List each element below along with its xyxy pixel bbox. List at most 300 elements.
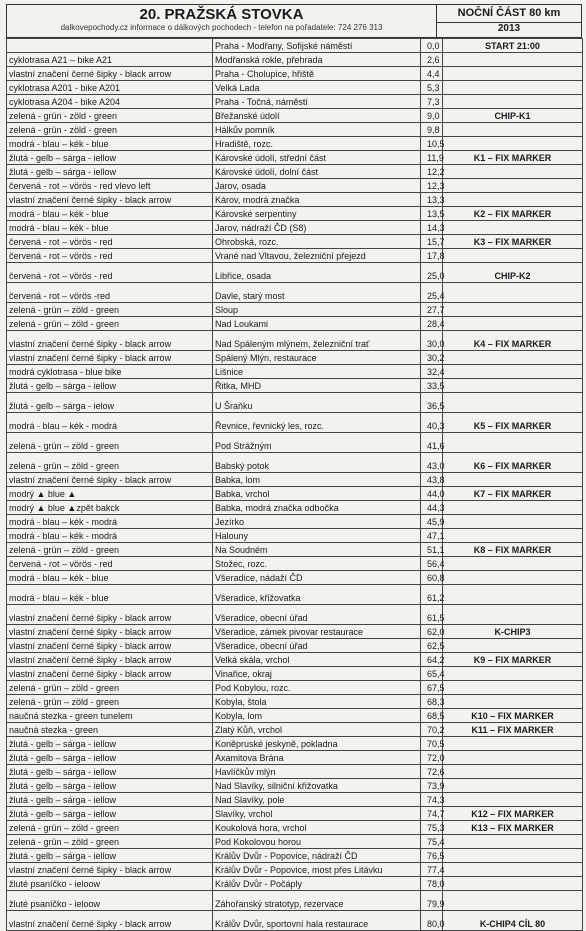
- table-row: [7, 571, 583, 585]
- table-row: [7, 109, 583, 123]
- km-cell: 40,3: [421, 413, 443, 433]
- place-cell: Károvské serpentiny: [213, 207, 421, 221]
- km-cell: 75,4: [421, 835, 443, 849]
- route-cell: modrý ▲ blue ▲: [7, 487, 213, 501]
- table-row: [7, 303, 583, 317]
- place-cell: Praha - Cholupice, hřiště: [213, 67, 421, 81]
- km-cell: 15,7: [421, 235, 443, 249]
- route-cell: žlutá - gelb – sárga - iellow: [7, 151, 213, 165]
- route-sheet: [6, 4, 582, 929]
- place-cell: Všeradice, křižovatka: [213, 585, 421, 605]
- table-row: [7, 331, 583, 351]
- route-cell: zelená - grün – zöld - green: [7, 433, 213, 453]
- route-cell: žlutá - gelb – sárga - ielow: [7, 393, 213, 413]
- place-cell: Vinařice, okraj: [213, 667, 421, 681]
- note-cell: K11 – FIX MARKER: [443, 723, 583, 737]
- note-cell: [443, 751, 583, 765]
- route-cell: vlastní značení černé šipky - black arrow: [7, 625, 213, 639]
- year-label: 2013: [497, 23, 521, 34]
- table-row: [7, 487, 583, 501]
- note-cell: [443, 221, 583, 235]
- km-cell: 25,4: [421, 283, 443, 303]
- table-row: [7, 81, 583, 95]
- table-row: [7, 453, 583, 473]
- note-cell: K-CHIP3: [443, 625, 583, 639]
- route-cell: žlutá - gelb – sárga - iellow: [7, 737, 213, 751]
- table-row: [7, 165, 583, 179]
- table-row: [7, 849, 583, 863]
- place-cell: Vrané nad Vltavou, železniční přejezd: [213, 249, 421, 263]
- place-cell: Velká Lada: [213, 81, 421, 95]
- note-cell: [443, 605, 583, 625]
- route-cell: zelená - grün - zöld - green: [7, 109, 213, 123]
- route-cell: cyklotrasa A204 - bike A204: [7, 95, 213, 109]
- place-cell: Nad Slavíky, silniční křižovatka: [213, 779, 421, 793]
- table-row: [7, 695, 583, 709]
- place-cell: Slavíky, vrchol: [213, 807, 421, 821]
- note-cell: K10 – FIX MARKER: [443, 709, 583, 723]
- note-cell: CHIP-K2: [443, 263, 583, 283]
- km-cell: 9,8: [421, 123, 443, 137]
- route-cell: žlutá - gelb – sárga - iellow: [7, 793, 213, 807]
- table-row: [7, 193, 583, 207]
- note-cell: [443, 351, 583, 365]
- note-cell: CHIP-K1: [443, 109, 583, 123]
- km-cell: 78,0: [421, 877, 443, 891]
- route-cell: zelená - grün – zöld - green: [7, 835, 213, 849]
- note-cell: [443, 365, 583, 379]
- route-cell: cyklotrasa A201 - bike A201: [7, 81, 213, 95]
- note-cell: [443, 639, 583, 653]
- route-cell: modrá - blau – kék - blue: [7, 137, 213, 151]
- route-cell: vlastní značení černé šipky - black arrow: [7, 863, 213, 877]
- km-cell: 13,3: [421, 193, 443, 207]
- route-cell: červená - rot – vörös -red: [7, 283, 213, 303]
- note-cell: K3 – FIX MARKER: [443, 235, 583, 249]
- km-cell: 10,5: [421, 137, 443, 151]
- km-cell: 43,8: [421, 473, 443, 487]
- note-cell: [443, 81, 583, 95]
- place-cell: Králův Dvůr - Popovice, nádraží ČD: [213, 849, 421, 863]
- km-cell: 79,9: [421, 891, 443, 911]
- route-cell: žlutá - gelb – sárga - iellow: [7, 765, 213, 779]
- route-table: [6, 38, 583, 931]
- route-cell: modrý ▲ blue ▲zpět bakck: [7, 501, 213, 515]
- table-row: [7, 393, 583, 413]
- route-cell: vlastní značení černé šipky - black arrow: [7, 67, 213, 81]
- route-cell: modrá - blau – kék - blue: [7, 585, 213, 605]
- place-cell: Libřice, osada: [213, 263, 421, 283]
- km-cell: 9,0: [421, 109, 443, 123]
- place-cell: Modřanská rokle, přehrada: [213, 53, 421, 67]
- km-cell: 68,3: [421, 695, 443, 709]
- table-row: [7, 413, 583, 433]
- note-cell: START 21:00: [443, 39, 583, 53]
- note-cell: K-CHIP4 CÍL 80: [443, 911, 583, 931]
- route-cell: žlutá - gelb – sárga - iellow: [7, 379, 213, 393]
- table-row: [7, 625, 583, 639]
- place-cell: U Šraňku: [213, 393, 421, 413]
- km-cell: 0,0: [421, 39, 443, 53]
- km-cell: 51,1: [421, 543, 443, 557]
- km-cell: 11,9: [421, 151, 443, 165]
- km-cell: 70,2: [421, 723, 443, 737]
- note-cell: [443, 95, 583, 109]
- km-cell: 4,4: [421, 67, 443, 81]
- place-cell: Nad Slavíky, pole: [213, 793, 421, 807]
- km-cell: 27,7: [421, 303, 443, 317]
- table-row: [7, 543, 583, 557]
- table-row: [7, 835, 583, 849]
- table-row: [7, 529, 583, 543]
- place-cell: Králův Dvůr, sportovní hala restaurace: [213, 911, 421, 931]
- note-cell: [443, 137, 583, 151]
- table-row: [7, 765, 583, 779]
- note-cell: K13 – FIX MARKER: [443, 821, 583, 835]
- note-cell: [443, 123, 583, 137]
- sheet-header: [6, 4, 582, 38]
- route-cell: červená - rot – vörös - red: [7, 249, 213, 263]
- km-cell: 72,6: [421, 765, 443, 779]
- place-cell: Babka, modrá značka odbočka: [213, 501, 421, 515]
- km-cell: 30,0: [421, 331, 443, 351]
- route-cell: modrá - blau – kék - modrá: [7, 529, 213, 543]
- route-cell: zelená - grün – zöld - green: [7, 543, 213, 557]
- section-block: [437, 5, 581, 37]
- note-cell: K5 – FIX MARKER: [443, 413, 583, 433]
- note-cell: K4 – FIX MARKER: [443, 331, 583, 351]
- km-cell: 47,1: [421, 529, 443, 543]
- route-cell: zelená - grün – zöld - green: [7, 821, 213, 835]
- km-cell: 5,3: [421, 81, 443, 95]
- place-cell: Pod Kokolovou horou: [213, 835, 421, 849]
- place-cell: Ohrobská, rozc.: [213, 235, 421, 249]
- table-row: [7, 863, 583, 877]
- route-cell: žluté psaníčko - ieloow: [7, 891, 213, 911]
- km-cell: 25,0: [421, 263, 443, 283]
- place-cell: Jarov, osada: [213, 179, 421, 193]
- note-cell: [443, 67, 583, 81]
- place-cell: Havlíčkův mlýn: [213, 765, 421, 779]
- km-cell: 45,9: [421, 515, 443, 529]
- note-cell: [443, 737, 583, 751]
- table-row: [7, 793, 583, 807]
- table-row: [7, 379, 583, 393]
- place-cell: Praha - Točná, náměstí: [213, 95, 421, 109]
- note-cell: [443, 681, 583, 695]
- note-cell: K1 – FIX MARKER: [443, 151, 583, 165]
- place-cell: Stožec, rozc.: [213, 557, 421, 571]
- note-cell: [443, 193, 583, 207]
- table-row: [7, 751, 583, 765]
- table-row: [7, 605, 583, 625]
- km-cell: 33,5: [421, 379, 443, 393]
- route-cell: žlutá - gelb – sárga - iellow: [7, 751, 213, 765]
- route-cell: modrá - blau – kék - blue: [7, 207, 213, 221]
- place-cell: Halouny: [213, 529, 421, 543]
- table-row: [7, 207, 583, 221]
- table-row: [7, 137, 583, 151]
- note-cell: [443, 877, 583, 891]
- km-cell: 60,8: [421, 571, 443, 585]
- km-cell: 72,0: [421, 751, 443, 765]
- route-cell: zelená - grün – zöld - green: [7, 453, 213, 473]
- km-cell: 14,3: [421, 221, 443, 235]
- note-cell: [443, 571, 583, 585]
- route-cell: naučná stezka - green: [7, 723, 213, 737]
- page-title: 20. PRAŽSKÁ STOVKA: [139, 6, 304, 23]
- place-cell: Koněpruské jeskyně, pokladna: [213, 737, 421, 751]
- route-cell: vlastní značení černé šipky - black arrow: [7, 351, 213, 365]
- route-cell: žlutá - gelb – sárga - iellow: [7, 165, 213, 179]
- note-cell: [443, 529, 583, 543]
- place-cell: Záhořanský stratotyp, rezervace: [213, 891, 421, 911]
- table-row: [7, 67, 583, 81]
- route-cell: vlastní značení černé šipky - black arrow: [7, 653, 213, 667]
- route-cell: modrá - blau – kék - blue: [7, 571, 213, 585]
- route-cell: vlastní značení černé šipky - black arrow: [7, 605, 213, 625]
- route-cell: zelená - grün – zöld - green: [7, 317, 213, 331]
- km-cell: 32,4: [421, 365, 443, 379]
- table-row: [7, 179, 583, 193]
- route-cell: vlastní značení černé šipky - black arrow: [7, 667, 213, 681]
- note-cell: [443, 779, 583, 793]
- route-cell: modrá - blau – kék - modrá: [7, 515, 213, 529]
- place-cell: Břežanské údolí: [213, 109, 421, 123]
- place-cell: Všeradice, obecní úřad: [213, 639, 421, 653]
- place-cell: Králův Dvůr - Počáply: [213, 877, 421, 891]
- note-cell: [443, 473, 583, 487]
- place-cell: Babka, vrchol: [213, 487, 421, 501]
- note-cell: K7 – FIX MARKER: [443, 487, 583, 501]
- note-cell: [443, 501, 583, 515]
- place-cell: Károvské údolí, střední část: [213, 151, 421, 165]
- table-row: [7, 585, 583, 605]
- route-cell: červená - rot – vörös - red: [7, 557, 213, 571]
- table-row: [7, 351, 583, 365]
- route-cell: červená - rot – vörös - red: [7, 235, 213, 249]
- place-cell: Velká skála, vrchol: [213, 653, 421, 667]
- route-cell: [7, 39, 213, 53]
- place-cell: Všeradice, obecní úřad: [213, 605, 421, 625]
- table-row: [7, 473, 583, 487]
- km-cell: 80,0: [421, 911, 443, 931]
- route-cell: vlastní značení černé šipky - black arrow: [7, 193, 213, 207]
- table-row: [7, 709, 583, 723]
- km-cell: 43,0: [421, 453, 443, 473]
- place-cell: Sloup: [213, 303, 421, 317]
- route-table-body: [7, 39, 583, 931]
- table-row: [7, 779, 583, 793]
- table-row: [7, 501, 583, 515]
- page-subtitle: dalkovepochody.cz informace o dálkových pochodech - telefon na pořadatele: 724 276 313: [60, 23, 383, 32]
- note-cell: [443, 393, 583, 413]
- km-cell: 17,8: [421, 249, 443, 263]
- table-row: [7, 433, 583, 453]
- place-cell: Kobyla, štola: [213, 695, 421, 709]
- note-cell: [443, 695, 583, 709]
- route-cell: naučná stezka - green tunelem: [7, 709, 213, 723]
- note-cell: [443, 165, 583, 179]
- section-title: NOČNÍ ČÁST 80 km: [437, 5, 581, 23]
- note-cell: [443, 317, 583, 331]
- km-cell: 12,2: [421, 165, 443, 179]
- note-cell: [443, 283, 583, 303]
- note-cell: K9 – FIX MARKER: [443, 653, 583, 667]
- place-cell: Kobyla, lom: [213, 709, 421, 723]
- place-cell: Praha - Modřany, Sofijské náměstí: [213, 39, 421, 53]
- route-cell: vlastní značení černé šipky - black arrow: [7, 639, 213, 653]
- place-cell: Babka, lom: [213, 473, 421, 487]
- place-cell: Károvské údolí, dolní část: [213, 165, 421, 179]
- table-row: [7, 737, 583, 751]
- place-cell: Jarov, nádraží ČD (S8): [213, 221, 421, 235]
- km-cell: 74,3: [421, 793, 443, 807]
- km-cell: 36,5: [421, 393, 443, 413]
- note-cell: [443, 179, 583, 193]
- place-cell: Axamitova Brána: [213, 751, 421, 765]
- table-row: [7, 249, 583, 263]
- km-cell: 64,2: [421, 653, 443, 667]
- km-cell: 12,3: [421, 179, 443, 193]
- place-cell: Babský potok: [213, 453, 421, 473]
- note-cell: [443, 53, 583, 67]
- km-cell: 70,5: [421, 737, 443, 751]
- route-cell: červená - rot – vörös - red vlevo left: [7, 179, 213, 193]
- note-cell: [443, 515, 583, 529]
- note-cell: [443, 433, 583, 453]
- note-cell: [443, 557, 583, 571]
- note-cell: [443, 249, 583, 263]
- table-row: [7, 123, 583, 137]
- note-cell: [443, 891, 583, 911]
- place-cell: Károv, modrá značka: [213, 193, 421, 207]
- km-cell: 7,3: [421, 95, 443, 109]
- km-cell: 65,4: [421, 667, 443, 681]
- km-cell: 61,2: [421, 585, 443, 605]
- km-cell: 28,4: [421, 317, 443, 331]
- table-row: [7, 891, 583, 911]
- note-cell: K2 – FIX MARKER: [443, 207, 583, 221]
- route-cell: cyklotrasa A21 – bike A21: [7, 53, 213, 67]
- table-row: [7, 877, 583, 891]
- table-row: [7, 639, 583, 653]
- place-cell: Řitka, MHD: [213, 379, 421, 393]
- place-cell: Zlatý Kůň, vrchol: [213, 723, 421, 737]
- km-cell: 77,4: [421, 863, 443, 877]
- table-row: [7, 667, 583, 681]
- table-row: [7, 723, 583, 737]
- place-cell: Hálkův pomník: [213, 123, 421, 137]
- route-cell: vlastní značení černé šipky - black arrow: [7, 331, 213, 351]
- table-row: [7, 283, 583, 303]
- table-row: [7, 53, 583, 67]
- note-cell: [443, 849, 583, 863]
- route-cell: červená - rot – vörös - red: [7, 263, 213, 283]
- route-cell: zelená - grün – zöld - green: [7, 303, 213, 317]
- table-row: [7, 151, 583, 165]
- table-row: [7, 39, 583, 53]
- route-cell: vlastní značení černé šipky - black arrow: [7, 911, 213, 931]
- place-cell: Řevnice, řevnický les, rozc.: [213, 413, 421, 433]
- place-cell: Koukolová hora, vrchol: [213, 821, 421, 835]
- note-cell: [443, 793, 583, 807]
- note-cell: [443, 863, 583, 877]
- place-cell: Všeradice, nádaží ČD: [213, 571, 421, 585]
- route-cell: žlutá - gelb – sárga - iellow: [7, 779, 213, 793]
- note-cell: [443, 585, 583, 605]
- table-row: [7, 95, 583, 109]
- route-cell: zelená - grün – zöld - green: [7, 681, 213, 695]
- title-block: [7, 5, 437, 37]
- place-cell: Nad Loukami: [213, 317, 421, 331]
- route-cell: žlutá - gelb – sárga - iellow: [7, 849, 213, 863]
- km-cell: 13,5: [421, 207, 443, 221]
- note-cell: [443, 303, 583, 317]
- place-cell: Všeradice, zámek pivovar restaurace: [213, 625, 421, 639]
- route-cell: vlastní značení černé šipky - black arrow: [7, 473, 213, 487]
- place-cell: Pod Kobylou, rozc.: [213, 681, 421, 695]
- route-cell: žluté psaníčko - ieloow: [7, 877, 213, 891]
- route-cell: žlutá - gelb – sárga - iellow: [7, 807, 213, 821]
- km-cell: 44,0: [421, 487, 443, 501]
- route-cell: zelená - grün – zöld - green: [7, 695, 213, 709]
- place-cell: Davle, starý most: [213, 283, 421, 303]
- km-cell: 74,7: [421, 807, 443, 821]
- km-cell: 62,5: [421, 639, 443, 653]
- note-cell: [443, 835, 583, 849]
- place-cell: Na Soudném: [213, 543, 421, 557]
- km-cell: 75,3: [421, 821, 443, 835]
- place-cell: Hradiště, rozc.: [213, 137, 421, 151]
- table-row: [7, 235, 583, 249]
- table-row: [7, 653, 583, 667]
- km-cell: 41,6: [421, 433, 443, 453]
- note-cell: K8 – FIX MARKER: [443, 543, 583, 557]
- note-cell: [443, 379, 583, 393]
- route-cell: modrá - blau – kék - blue: [7, 221, 213, 235]
- place-cell: Králův Dvůr - Popovice, most přes Litávku: [213, 863, 421, 877]
- km-cell: 73,9: [421, 779, 443, 793]
- place-cell: Nad Spáleným mlýnem, železniční trať: [213, 331, 421, 351]
- place-cell: Lišnice: [213, 365, 421, 379]
- place-cell: Jezírko: [213, 515, 421, 529]
- table-row: [7, 365, 583, 379]
- table-row: [7, 821, 583, 835]
- table-row: [7, 911, 583, 931]
- place-cell: Pod Strážným: [213, 433, 421, 453]
- table-row: [7, 557, 583, 571]
- place-cell: Spálený Mlýn, restaurace: [213, 351, 421, 365]
- note-cell: K12 – FIX MARKER: [443, 807, 583, 821]
- table-row: [7, 807, 583, 821]
- note-cell: [443, 667, 583, 681]
- km-cell: 76,5: [421, 849, 443, 863]
- note-cell: [443, 765, 583, 779]
- km-cell: 56,4: [421, 557, 443, 571]
- km-cell: 30,2: [421, 351, 443, 365]
- km-cell: 61,5: [421, 605, 443, 625]
- route-cell: modrá cyklotrasa - blue bike: [7, 365, 213, 379]
- table-row: [7, 221, 583, 235]
- route-cell: zelená - grün - zöld - green: [7, 123, 213, 137]
- km-cell: 62,0: [421, 625, 443, 639]
- note-cell: K6 – FIX MARKER: [443, 453, 583, 473]
- table-row: [7, 317, 583, 331]
- table-row: [7, 681, 583, 695]
- km-cell: 2,6: [421, 53, 443, 67]
- km-cell: 67,5: [421, 681, 443, 695]
